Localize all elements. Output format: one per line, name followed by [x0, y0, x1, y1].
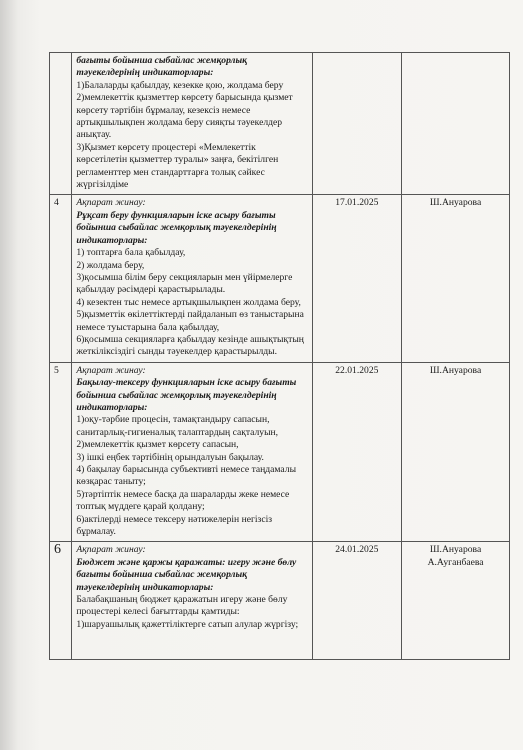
- responsible-cell: [402, 362, 510, 542]
- responsible-cell: [402, 53, 510, 195]
- table-row: [50, 542, 510, 660]
- risk-indicator-item: 1)оқу-тәрбие процесін, тамақтандыру сапасын, санитарлық-гигиеналық талаптардың сақталуын,: [76, 414, 279, 438]
- activity-description-cell: [72, 53, 312, 195]
- risk-indicator-item: 6)актілерді немесе тексеру нәтижелерін негізсіз бұрмалау.: [76, 513, 273, 538]
- activity-description-cell: [72, 195, 312, 362]
- responsible-person: А.Ауганбаева: [427, 556, 484, 568]
- due-date: 22.01.2025: [335, 364, 379, 376]
- row-number-cell: [50, 53, 72, 195]
- risk-indicator-item: 3)қосымша білім беру секцияларын мен үйірмелерге қабылдау рәсімдері қарастырылады.: [76, 271, 293, 296]
- responsible-person: Ш.Ануарова: [429, 544, 482, 556]
- page-edge-shadow: [0, 0, 18, 750]
- table-row: [50, 362, 510, 542]
- risk-indicator-heading: Бақылау-тексеру функцияларын іске асыру бағыты бойынша сыбайлас жемқорлық тәуекелдерінің индикаторлары:: [76, 377, 297, 413]
- row-number: 6: [54, 542, 61, 558]
- risk-indicator-item: 3) ішкі еңбек тәртібінің орындалуын бақылау.: [76, 451, 264, 463]
- activity-table-body: [50, 53, 510, 660]
- responsible-cell: [402, 195, 510, 362]
- risk-indicator-item: 4) кезектен тыс немесе артықшылықпен жолдама беру,: [76, 296, 301, 308]
- row-number: 5: [54, 364, 59, 376]
- activity-label: Ақпарат жинау:: [76, 364, 146, 376]
- row-number-cell: [50, 542, 72, 660]
- row-number: 4: [54, 197, 59, 209]
- responsible-person: Ш.Ануарова: [429, 364, 482, 376]
- risk-indicator-heading: Бюджет және қаржы қаражаты: игеру және бөлу бағыты бойынша сыбайлас жемқорлық тәуекелдерінің индикаторлары:: [76, 556, 297, 593]
- risk-indicator-item: 4) бақылау барысында субъективті немесе таңдамалы көзқарас таныту;: [76, 464, 297, 488]
- date-cell: [312, 542, 402, 660]
- risk-indicator-item: 5)тәртіптік немесе басқа да шараларды жеке немесе топтық мүддеге қарай қолдану;: [76, 488, 290, 513]
- responsible-person: Ш.Ануарова: [429, 197, 482, 209]
- risk-indicator-item: 1) топтарға бала қабылдау,: [76, 247, 186, 259]
- activity-label: Ақпарат жинау:: [76, 197, 146, 209]
- activity-table: [49, 52, 510, 660]
- risk-indicator-item: 5)қызметтік өкілеттіктерді пайдаланып өз таныстарына немесе туыстарына бала қабылдау,: [76, 309, 304, 333]
- risk-indicator-item: 1)шаруашылық қажеттіліктерге сатып алулар жүргізу;: [76, 618, 299, 630]
- date-cell: [312, 362, 402, 542]
- date-cell: [312, 53, 402, 195]
- responsible-cell: [402, 542, 510, 660]
- risk-indicator-heading: бағыты бойынша сыбайлас жемқорлық тәуекелдерінің индикаторлары:: [76, 55, 247, 79]
- activity-description-cell: [72, 362, 312, 542]
- due-date: 17.01.2025: [335, 197, 379, 209]
- row-number-cell: [50, 195, 72, 362]
- activity-description-cell: [72, 542, 312, 660]
- risk-indicator-item: 6)қосымша секцияларға қабылдау кезінде ашықтықтың жеткіліксіздігі сынды тәуекелдер қарастырылды.: [76, 333, 304, 358]
- activity-label: Ақпарат жинау:: [76, 544, 146, 556]
- row-number-cell: [50, 362, 72, 542]
- risk-indicator-item: 2) жолдама беру,: [76, 259, 145, 271]
- due-date: 24.01.2025: [335, 544, 379, 556]
- risk-indicator-heading: Рұқсат беру функцияларын іске асыру бағыты бойынша сыбайлас жемқорлық тәуекелдерінің индикаторлары:: [76, 209, 277, 246]
- risk-indicator-item: 1)Балаларды қабылдау, кезекке қою, жолдама беру: [76, 79, 284, 91]
- date-cell: [312, 195, 402, 362]
- risk-indicator-item: 3)Қызмет көрсету процестері «Мемлекеттік көрсетілетін қызметтер туралы» заңға, бекітілген регламенттер мен стандарттарға толық сәйкес жүргізілдіме: [76, 141, 279, 191]
- table-row: [50, 53, 510, 195]
- risk-indicator-item: 2)мемлекеттік қызметтер көрсету барысында қызмет көрсету тәртібін бұрмалау, кезексіз немесе артықшылықпен жолдама беру сияқты тәуекелдер анықтау.: [76, 92, 293, 141]
- risk-indicator-item: 2)мемлекеттік қызмет көрсету сапасын,: [76, 439, 239, 451]
- risk-indicator-item: Балабақшаның бюджет қаражатын игеру және бөлу процестері келесі бағыттарды қамтиды:: [76, 594, 288, 618]
- table-row: [50, 195, 510, 362]
